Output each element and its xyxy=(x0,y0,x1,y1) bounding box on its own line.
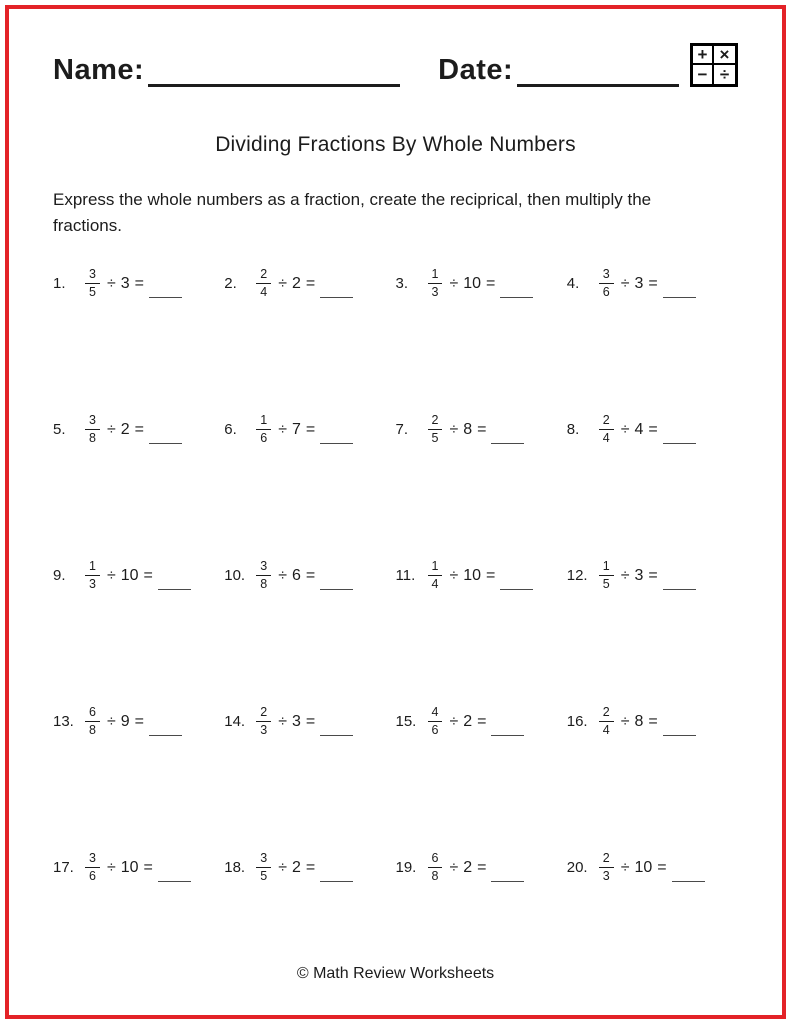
equals-sign: = xyxy=(305,858,316,876)
minus-icon: − xyxy=(693,65,714,84)
divide-sign: ÷ xyxy=(449,274,459,292)
fraction xyxy=(599,851,614,885)
divisor: 2 xyxy=(291,274,301,292)
answer-blank[interactable] xyxy=(320,735,353,736)
problem-item xyxy=(396,264,567,304)
fraction-denominator: 5 xyxy=(431,431,439,446)
fraction-denominator: 5 xyxy=(89,285,96,300)
answer-blank[interactable] xyxy=(158,589,191,590)
divisor: 2 xyxy=(291,858,301,876)
fraction xyxy=(428,851,443,885)
problem-item xyxy=(224,410,395,450)
worksheet-page xyxy=(5,5,786,1019)
problem-number: 6. xyxy=(224,421,237,439)
fraction-denominator: 6 xyxy=(431,723,439,738)
problem-item xyxy=(396,556,567,596)
answer-blank[interactable] xyxy=(320,589,353,590)
problem-item xyxy=(53,556,224,596)
multiply-icon: × xyxy=(714,46,735,65)
fraction-numerator: 1 xyxy=(599,559,614,577)
divisor: 4 xyxy=(634,420,644,438)
problem-number: 19. xyxy=(395,859,417,877)
divisor: 10 xyxy=(120,566,139,584)
fraction-denominator: 4 xyxy=(431,577,439,592)
divisor: 2 xyxy=(120,420,130,438)
equals-sign: = xyxy=(657,858,667,876)
fraction xyxy=(599,559,614,593)
divide-sign: ÷ xyxy=(106,712,116,730)
answer-blank[interactable] xyxy=(491,735,524,736)
equals-sign: = xyxy=(305,420,316,438)
problem-number: 13. xyxy=(53,713,74,731)
equals-sign: = xyxy=(477,712,487,730)
equals-sign: = xyxy=(486,566,496,584)
divide-sign: ÷ xyxy=(106,274,116,292)
answer-blank[interactable] xyxy=(663,297,696,298)
divisor: 9 xyxy=(120,712,130,730)
divide-sign: ÷ xyxy=(278,420,287,438)
fraction-numerator: 1 xyxy=(85,559,100,577)
divide-sign: ÷ xyxy=(620,566,630,584)
fraction-denominator: 3 xyxy=(89,577,96,592)
answer-blank[interactable] xyxy=(491,443,524,444)
equals-sign: = xyxy=(305,566,316,584)
problem-item xyxy=(224,556,395,596)
divide-sign: ÷ xyxy=(620,274,630,292)
fraction-denominator: 3 xyxy=(260,723,268,738)
answer-blank[interactable] xyxy=(500,589,533,590)
divide-sign: ÷ xyxy=(278,712,287,730)
fraction-denominator: 4 xyxy=(260,285,268,300)
fraction-numerator: 6 xyxy=(85,705,100,723)
divide-sign: ÷ xyxy=(449,858,459,876)
fraction-denominator: 3 xyxy=(602,869,610,884)
fraction xyxy=(256,413,271,447)
equals-sign: = xyxy=(134,420,144,438)
problem-number: 7. xyxy=(395,421,409,439)
fraction xyxy=(85,705,100,739)
divisor: 3 xyxy=(120,274,130,292)
problem-number: 20. xyxy=(566,859,588,877)
problem-item xyxy=(53,702,224,742)
fraction-numerator: 2 xyxy=(599,413,614,431)
divisor: 8 xyxy=(463,420,473,438)
fraction-numerator: 3 xyxy=(85,267,100,285)
fraction-denominator: 5 xyxy=(260,869,268,884)
fraction-numerator: 3 xyxy=(599,267,614,285)
divisor: 3 xyxy=(291,712,301,730)
divisor: 3 xyxy=(634,274,644,292)
problem-item xyxy=(396,702,567,742)
fraction-denominator: 8 xyxy=(89,431,96,446)
fraction-numerator: 3 xyxy=(256,851,271,869)
problem-item xyxy=(396,848,567,888)
fraction xyxy=(599,413,614,447)
answer-blank[interactable] xyxy=(663,589,696,590)
divisor: 2 xyxy=(463,712,473,730)
fraction-numerator: 2 xyxy=(256,705,271,723)
fraction-numerator: 3 xyxy=(85,851,100,869)
problem-item xyxy=(224,264,395,304)
divisor: 7 xyxy=(291,420,301,438)
fraction xyxy=(428,413,443,447)
fraction xyxy=(256,705,271,739)
problem-item xyxy=(567,264,738,304)
answer-blank[interactable] xyxy=(663,735,696,736)
fraction xyxy=(599,267,614,301)
fraction-numerator: 1 xyxy=(256,413,271,431)
problem-item xyxy=(53,264,224,304)
fraction xyxy=(85,559,100,593)
divide-sign: ÷ xyxy=(106,420,116,438)
problem-item xyxy=(567,848,738,888)
fraction-numerator: 3 xyxy=(85,413,100,431)
divide-sign: ÷ xyxy=(449,712,459,730)
problem-number: 12. xyxy=(566,567,588,585)
fraction xyxy=(428,705,443,739)
fraction xyxy=(428,559,443,593)
problem-number: 5. xyxy=(53,421,66,439)
fraction-denominator: 3 xyxy=(431,285,439,300)
problem-number: 10. xyxy=(224,567,246,585)
problem-item xyxy=(53,410,224,450)
equals-sign: = xyxy=(143,858,153,876)
divisor: 10 xyxy=(463,566,482,584)
footer-credit: © Math Review Worksheets xyxy=(296,965,495,982)
answer-blank[interactable] xyxy=(491,881,524,882)
equals-sign: = xyxy=(477,420,487,438)
fraction-denominator: 5 xyxy=(602,577,610,592)
answer-blank[interactable] xyxy=(149,297,182,298)
problem-number: 1. xyxy=(53,275,66,293)
divide-sign: ÷ xyxy=(620,858,630,876)
header xyxy=(53,43,738,87)
fraction-numerator: 2 xyxy=(599,705,614,723)
problem-number: 15. xyxy=(395,713,417,731)
answer-blank[interactable] xyxy=(320,297,353,298)
problem-number: 3. xyxy=(395,275,409,293)
equals-sign: = xyxy=(486,274,496,292)
divide-icon: ÷ xyxy=(719,65,730,84)
fraction xyxy=(599,705,614,739)
fraction-numerator: 2 xyxy=(256,267,271,285)
divide-sign: ÷ xyxy=(620,712,630,730)
problem-number: 8. xyxy=(566,421,580,439)
fraction-denominator: 6 xyxy=(602,285,610,300)
divisor: 8 xyxy=(634,712,644,730)
problem-item xyxy=(567,556,738,596)
fraction-denominator: 8 xyxy=(89,723,96,738)
divisor: 2 xyxy=(463,858,473,876)
equals-sign: = xyxy=(648,566,658,584)
fraction-numerator: 6 xyxy=(428,851,443,869)
equals-sign: = xyxy=(648,712,658,730)
fraction-numerator: 3 xyxy=(256,559,271,577)
fraction xyxy=(85,851,100,885)
divide-sign: ÷ xyxy=(278,858,287,876)
divide-sign: ÷ xyxy=(449,566,459,584)
problem-item xyxy=(224,848,395,888)
problem-item xyxy=(567,702,738,742)
date-label: Date: xyxy=(438,54,514,86)
name-label: Name: xyxy=(53,54,145,86)
fraction xyxy=(428,267,443,301)
answer-blank[interactable] xyxy=(149,443,182,444)
answer-blank[interactable] xyxy=(672,881,705,882)
equals-sign: = xyxy=(477,858,487,876)
problem-number: 11. xyxy=(395,567,416,585)
divide-sign: ÷ xyxy=(620,420,630,438)
divide-sign: ÷ xyxy=(106,566,116,584)
fraction-numerator: 2 xyxy=(599,851,614,869)
problem-item xyxy=(224,702,395,742)
problem-number: 17. xyxy=(53,859,74,877)
problem-number: 2. xyxy=(224,275,237,293)
plus-icon: + xyxy=(693,46,714,65)
instructions-text: Express the whole numbers as a fraction, create the reciprical, then multiply the fractions. xyxy=(53,190,652,236)
fraction-denominator: 4 xyxy=(602,723,610,738)
divide-sign: ÷ xyxy=(278,566,287,584)
fraction-numerator: 4 xyxy=(428,705,443,723)
equals-sign: = xyxy=(648,420,658,438)
fraction-denominator: 6 xyxy=(89,869,96,884)
answer-blank[interactable] xyxy=(500,297,533,298)
problem-number: 18. xyxy=(224,859,246,877)
problem-number: 14. xyxy=(224,713,246,731)
date-input-line[interactable] xyxy=(517,57,679,87)
divisor: 10 xyxy=(634,858,653,876)
fraction xyxy=(85,413,100,447)
answer-blank[interactable] xyxy=(320,881,353,882)
problem-item xyxy=(567,410,738,450)
fraction-numerator: 1 xyxy=(428,267,443,285)
fraction-numerator: 2 xyxy=(428,413,443,431)
fraction-denominator: 8 xyxy=(260,577,268,592)
equals-sign: = xyxy=(134,712,144,730)
equals-sign: = xyxy=(134,274,144,292)
fraction-numerator: 1 xyxy=(428,559,443,577)
fraction-denominator: 6 xyxy=(260,431,268,446)
problem-number: 16. xyxy=(566,713,588,731)
answer-blank[interactable] xyxy=(158,881,191,882)
equals-sign: = xyxy=(305,712,316,730)
answer-blank[interactable] xyxy=(320,443,353,444)
equals-sign: = xyxy=(648,274,658,292)
fraction-denominator: 4 xyxy=(602,431,610,446)
divisor: 10 xyxy=(463,274,482,292)
worksheet-title: Dividing Fractions By Whole Numbers xyxy=(215,133,576,156)
fraction xyxy=(85,267,100,301)
name-input-line[interactable] xyxy=(148,57,400,87)
fraction xyxy=(256,851,271,885)
divide-sign: ÷ xyxy=(449,420,459,438)
divide-sign: ÷ xyxy=(278,274,287,292)
problems-grid xyxy=(53,264,738,888)
divide-sign: ÷ xyxy=(106,858,116,876)
equals-sign: = xyxy=(143,566,153,584)
problem-number: 4. xyxy=(566,275,580,293)
fraction-denominator: 8 xyxy=(431,869,439,884)
divisor: 3 xyxy=(634,566,644,584)
problem-item xyxy=(396,410,567,450)
equals-sign: = xyxy=(305,274,316,292)
divisor: 6 xyxy=(291,566,301,584)
problem-number: 9. xyxy=(53,567,66,585)
answer-blank[interactable] xyxy=(149,735,182,736)
problem-item xyxy=(53,848,224,888)
answer-blank[interactable] xyxy=(663,443,696,444)
fraction xyxy=(256,267,271,301)
math-operations-icon xyxy=(690,43,738,87)
fraction xyxy=(256,559,271,593)
divisor: 10 xyxy=(120,858,139,876)
